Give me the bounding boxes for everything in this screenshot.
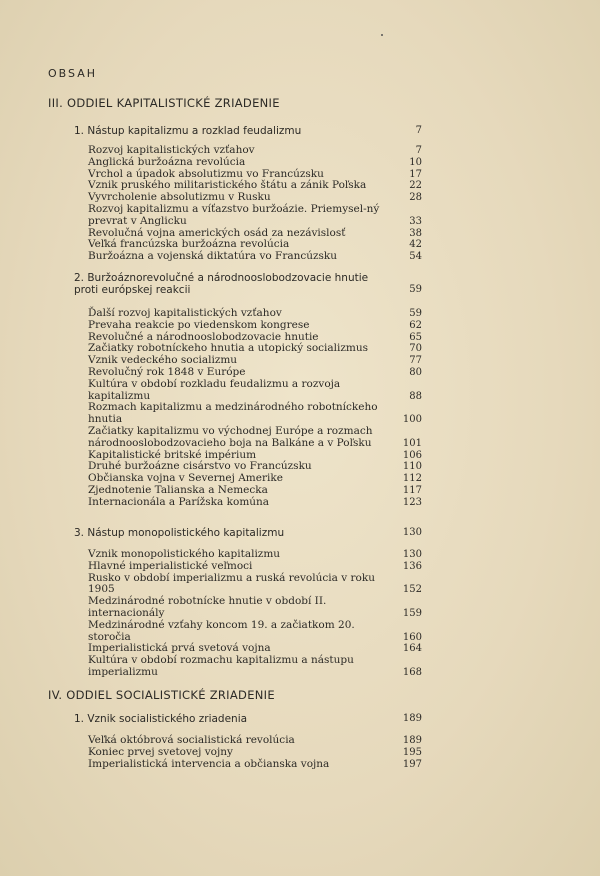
entry-title: Imperialistická prvá svetová vojna bbox=[88, 642, 271, 655]
section-title: IV. ODDIEL SOCIALISTICKÉ ZRIADENIE bbox=[48, 688, 275, 702]
toc-entry bbox=[88, 320, 422, 332]
section-title: III. ODDIEL KAPITALISTICKÉ ZRIADENIE bbox=[48, 96, 280, 110]
chapter-page: 7 bbox=[415, 125, 422, 136]
entry-page: 42 bbox=[409, 239, 422, 251]
entry-page: 195 bbox=[402, 746, 422, 758]
entry-title: Vyvrcholenie absolutizmu v Rusku bbox=[88, 191, 271, 204]
entry-page: 101 bbox=[402, 437, 422, 449]
toc-entry bbox=[88, 485, 422, 497]
entry-list bbox=[88, 735, 422, 770]
entry-title: Zjednotenie Talianska a Nemecka bbox=[88, 483, 268, 496]
entry-list bbox=[88, 308, 422, 509]
entry-title: Revolučný rok 1848 v Európe bbox=[88, 365, 246, 378]
toc-entry bbox=[88, 573, 422, 597]
chapter-title: 3. Nástup monopolistického kapitalizmu bbox=[74, 527, 285, 539]
entry-title: Internacionála a Parížska komúna bbox=[88, 495, 270, 508]
toc-entry bbox=[88, 655, 422, 679]
entry-page: 130 bbox=[402, 549, 422, 560]
entry-title: Veľká francúzska buržoázna revolúcia bbox=[88, 238, 290, 251]
entry-list bbox=[88, 145, 422, 263]
toc-entry bbox=[88, 620, 422, 644]
toc-entry bbox=[88, 561, 422, 573]
toc-entry bbox=[88, 157, 422, 169]
entry-page: 70 bbox=[409, 343, 422, 355]
chapter-heading bbox=[74, 272, 422, 296]
entry-title: Imperialistická intervencia a občianska vojna bbox=[88, 757, 330, 770]
entry-title: Kapitalistické britské impérium bbox=[88, 448, 257, 461]
entry-title: Rozvoj kapitalistických vzťahov bbox=[88, 144, 255, 156]
entry-title: Rozvoj kapitalizmu a víťazstvo buržoázie. Priemysel-ný prevrat v Anglicku bbox=[88, 202, 380, 227]
entry-page: 80 bbox=[409, 366, 422, 378]
entry-title: Občianska vojna v Severnej Amerike bbox=[88, 472, 283, 485]
entry-title: Kultúra v období rozkladu feudalizmu a rozvoja kapitalizmu bbox=[88, 377, 341, 402]
toc-entry bbox=[88, 747, 422, 759]
entry-title: Revolučné a národnooslobodzovacie hnutie bbox=[88, 330, 319, 343]
entry-title: Veľká októbrová socialistická revolúcia bbox=[88, 734, 295, 746]
ink-speck bbox=[381, 34, 383, 36]
entry-page: 62 bbox=[409, 319, 422, 331]
entry-title: Rozmach kapitalizmu a medzinárodného robotníckeho hnutia bbox=[88, 401, 378, 426]
entry-page: 123 bbox=[402, 496, 422, 508]
entry-list bbox=[88, 549, 422, 679]
entry-title: Vznik pruského militaristického štátu a zánik Poľska bbox=[88, 179, 367, 192]
entry-page: 112 bbox=[402, 473, 422, 485]
entry-page: 100 bbox=[402, 414, 422, 426]
entry-title: Revolučná vojna amerických osád za nezávislosť bbox=[88, 226, 346, 239]
entry-page: 54 bbox=[409, 251, 422, 263]
entry-page: 33 bbox=[409, 215, 422, 227]
chapter-page: 189 bbox=[402, 713, 422, 724]
entry-page: 22 bbox=[409, 180, 422, 192]
entry-page: 38 bbox=[409, 227, 422, 239]
chapter-page: 59 bbox=[409, 284, 422, 295]
entry-page: 164 bbox=[402, 643, 422, 655]
toc-entry bbox=[88, 596, 422, 620]
entry-title: Rusko v období imperializmu a ruská revolúcia v roku 1905 bbox=[88, 571, 375, 596]
entry-page: 65 bbox=[409, 331, 422, 343]
chapter-heading bbox=[74, 527, 422, 539]
toc-entry bbox=[88, 497, 422, 509]
entry-title: Začiatky kapitalizmu vo východnej Európe a rozmach národnooslobodzovacieho boja na Balkáne a v Poľsku bbox=[88, 424, 373, 449]
toc-entry bbox=[88, 367, 422, 379]
chapter-heading bbox=[74, 125, 422, 137]
entry-page: 88 bbox=[409, 390, 422, 402]
contents-heading: OBSAH bbox=[48, 67, 97, 80]
entry-title: Anglická buržoázna revolúcia bbox=[88, 155, 246, 168]
entry-page: 189 bbox=[402, 735, 422, 746]
entry-page: 110 bbox=[402, 461, 422, 473]
chapter-page: 130 bbox=[402, 527, 422, 538]
entry-page: 197 bbox=[402, 758, 422, 770]
toc-entry bbox=[88, 379, 422, 403]
entry-page: 168 bbox=[402, 666, 422, 678]
entry-page: 17 bbox=[409, 168, 422, 180]
toc-entry bbox=[88, 426, 422, 450]
entry-page: 136 bbox=[402, 560, 422, 572]
entry-page: 152 bbox=[402, 584, 422, 596]
toc-entry bbox=[88, 759, 422, 771]
chapter-title: 2. Buržoáznorevolučné a národnooslobodzovacie hnutie proti európskej reakcii bbox=[74, 272, 369, 296]
entry-title: Medzinárodné robotnícke hnutie v období II. internacionály bbox=[88, 595, 327, 619]
entry-page: 59 bbox=[409, 308, 422, 319]
toc-entry bbox=[88, 204, 422, 228]
entry-title: Prevaha reakcie po viedenskom kongrese bbox=[88, 318, 310, 331]
entry-title: Medzinárodné vzťahy koncom 19. a začiatkom 20. storočia bbox=[88, 618, 355, 643]
entry-page: 28 bbox=[409, 192, 422, 204]
chapter-title: 1. Vznik socialistického zriadenia bbox=[74, 713, 248, 725]
entry-title: Kultúra v období rozmachu kapitalizmu a nástupu imperializmu bbox=[88, 654, 354, 678]
chapter-title: 1. Nástup kapitalizmu a rozklad feudalizmu bbox=[74, 125, 302, 137]
entry-page: 160 bbox=[402, 631, 422, 643]
entry-title: Ďalší rozvoj kapitalistických vzťahov bbox=[88, 307, 282, 319]
entry-title: Druhé buržoázne cisárstvo vo Francúzsku bbox=[88, 460, 312, 473]
chapter-heading bbox=[74, 713, 422, 725]
entry-page: 117 bbox=[402, 484, 422, 496]
entry-page: 159 bbox=[402, 607, 422, 619]
entry-page: 7 bbox=[415, 145, 422, 156]
entry-page: 77 bbox=[409, 355, 422, 367]
entry-page: 106 bbox=[402, 449, 422, 461]
entry-title: Vrchol a úpadok absolutizmu vo Francúzsku bbox=[88, 167, 324, 180]
toc-entry bbox=[88, 251, 422, 263]
toc-entry bbox=[88, 402, 422, 426]
entry-title: Vznik vedeckého socializmu bbox=[88, 354, 238, 367]
entry-title: Začiatky robotníckeho hnutia a utopický socializmus bbox=[88, 342, 369, 355]
entry-title: Hlavné imperialistické veľmoci bbox=[88, 559, 253, 572]
entry-title: Vznik monopolistického kapitalizmu bbox=[88, 548, 281, 560]
entry-title: Koniec prvej svetovej vojny bbox=[88, 745, 233, 758]
entry-page: 10 bbox=[409, 156, 422, 168]
entry-title: Buržoázna a vojenská diktatúra vo Francúzsku bbox=[88, 250, 338, 263]
